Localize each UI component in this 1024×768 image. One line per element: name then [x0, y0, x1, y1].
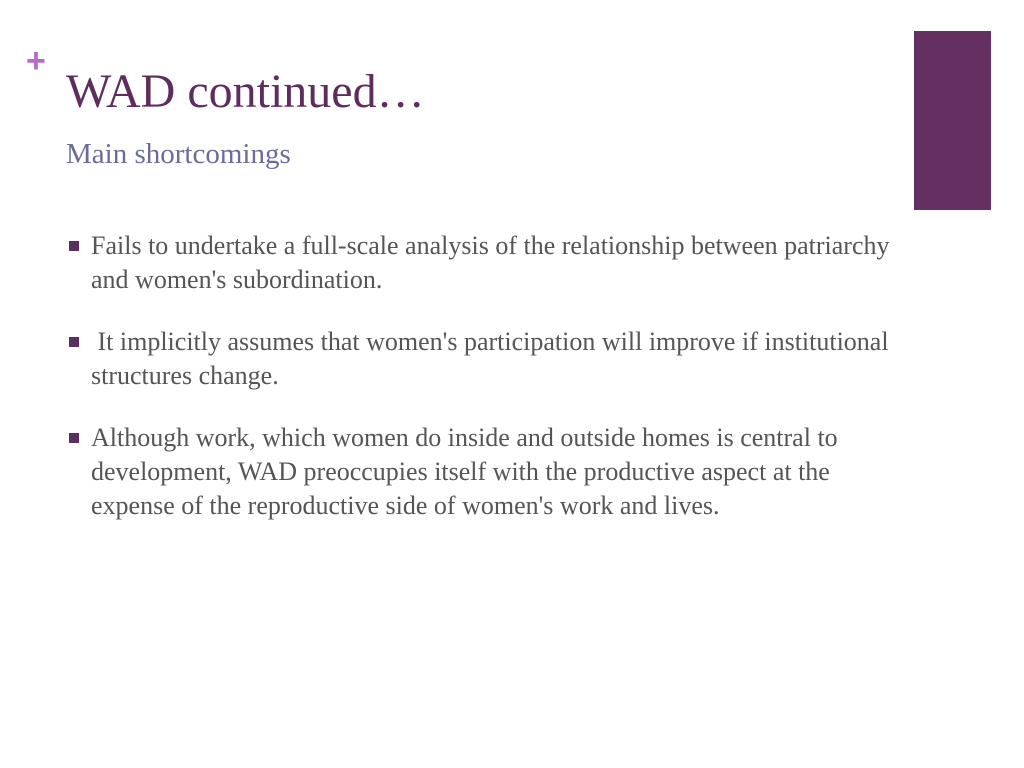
bullet-item	[66, 325, 896, 393]
bullet-text: Fails to undertake a full-scale analysis of the relationship between patriarchy and women's subordination.	[91, 231, 890, 294]
accent-bar	[914, 31, 991, 210]
square-bullet-icon	[69, 433, 79, 443]
bullet-text: Although work, which women do inside and outside homes is central to development, WAD preoccupies itself with the productive aspect at the expense of the reproductive side of women's work and lives.	[91, 423, 838, 520]
square-bullet-icon	[69, 241, 79, 251]
bullet-item	[66, 421, 896, 523]
square-bullet-icon	[69, 337, 79, 347]
plus-icon: +	[26, 42, 46, 80]
bullet-text: It implicitly assumes that women's participation will improve if institutional structures change.	[91, 327, 896, 390]
bullet-list	[66, 229, 896, 551]
slide-subtitle: Main shortcomings	[66, 138, 291, 170]
slide-title: WAD continued…	[66, 65, 425, 118]
bullet-item	[66, 229, 896, 297]
